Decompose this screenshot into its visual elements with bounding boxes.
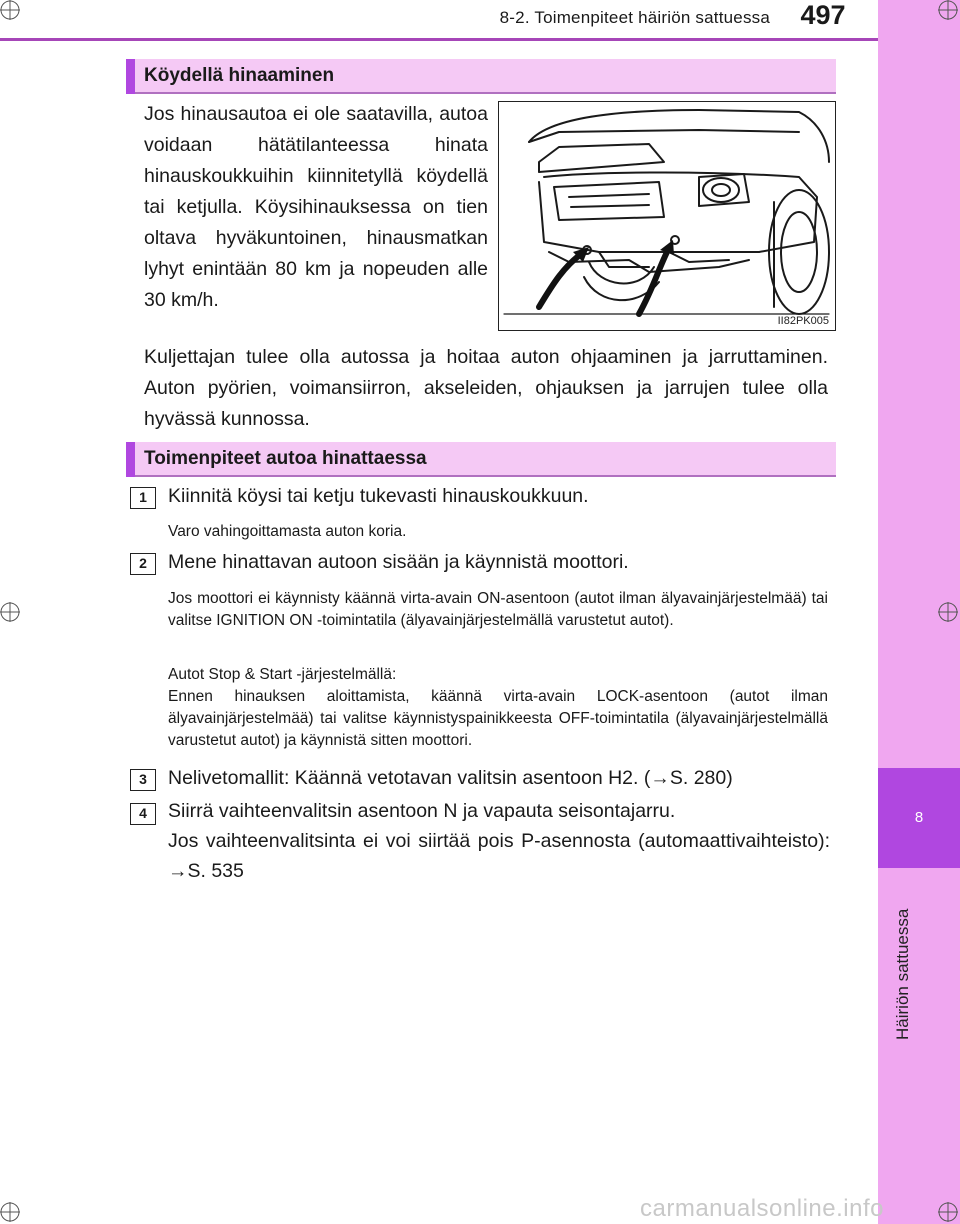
step-continuation: Jos vaihteenvalitsinta ei voi siirtää pois P-asennosta (automaattivaihteisto): →S. 535 (168, 830, 830, 882)
step-note: Varo vahingoittamasta auton koria. (168, 523, 407, 540)
step-text: Siirrä vaihteenvalitsin asentoon N ja vapauta seisontajarru. (168, 800, 676, 822)
section-heading: Toimenpiteet autoa hinattaessa (144, 448, 427, 469)
step-number-badge: 2 (130, 553, 156, 575)
chapter-label-text: Häiriön sattuessa (893, 908, 912, 1040)
page-number: 497 (800, 0, 846, 30)
running-header: 8-2. Toimenpiteet häiriön sattuessa (499, 8, 770, 27)
step-note: Jos moottori ei käynnisty käännä virta-avain ON-asentoon (autot ilman älyavainjärjestelmää) tai valitse IGNITION ON -toimintatila (älyavainjärjestelmällä varustetut autot). (168, 590, 828, 629)
intro-text: Jos hinausautoa ei ole saatavilla, autoa voidaan hätätilanteessa hinata hinauskoukkuihin kiinnitetyllä köydellä tai ketjulla. Köysihinauksessa on tien oltava hyväkuntoinen, hinausmatkan lyhyt enintään 80 km ja nopeuden alle 30 km/h. (144, 103, 488, 311)
driver-paragraph: Kuljettajan tulee olla autossa ja hoitaa auton ohjaaminen ja jarruttaminen. Auton pyörien, voimansiirron, akseleiden, ohjauksen ja jarrujen tulee olla hyvässä kunnossa. (144, 346, 828, 430)
section-heading: Köydellä hinaaminen (144, 65, 335, 86)
step-note: Autot Stop & Start -järjestelmällä: (168, 666, 397, 683)
step-note: Ennen hinauksen aloittamista, käännä virta-avain LOCK-asentoon (autot ilman älyavainjärjestelmää) tai valitse käynnistyspainikkeesta OFF-toimintatila (älyavainjärjestelmällä varustetut autot) ja käynnistä sitten moottori. (168, 688, 828, 749)
step-number-badge: 1 (130, 487, 156, 509)
step-number-badge: 4 (130, 803, 156, 825)
watermark: carmanualsonline.info (640, 1195, 884, 1222)
step-number-badge: 3 (130, 769, 156, 791)
chapter-number-tab: 8 (878, 768, 960, 868)
step-text: Mene hinattavan autoon sisään ja käynnistä moottori. (168, 551, 629, 573)
step-text: Nelivetomallit: Käännä vetotavan valitsin asentoon H2. (→S. 280) (168, 767, 733, 789)
figure-code: II82PK005 (777, 315, 829, 327)
step-text: Kiinnitä köysi tai ketju tukevasti hinauskoukkuun. (168, 485, 589, 507)
